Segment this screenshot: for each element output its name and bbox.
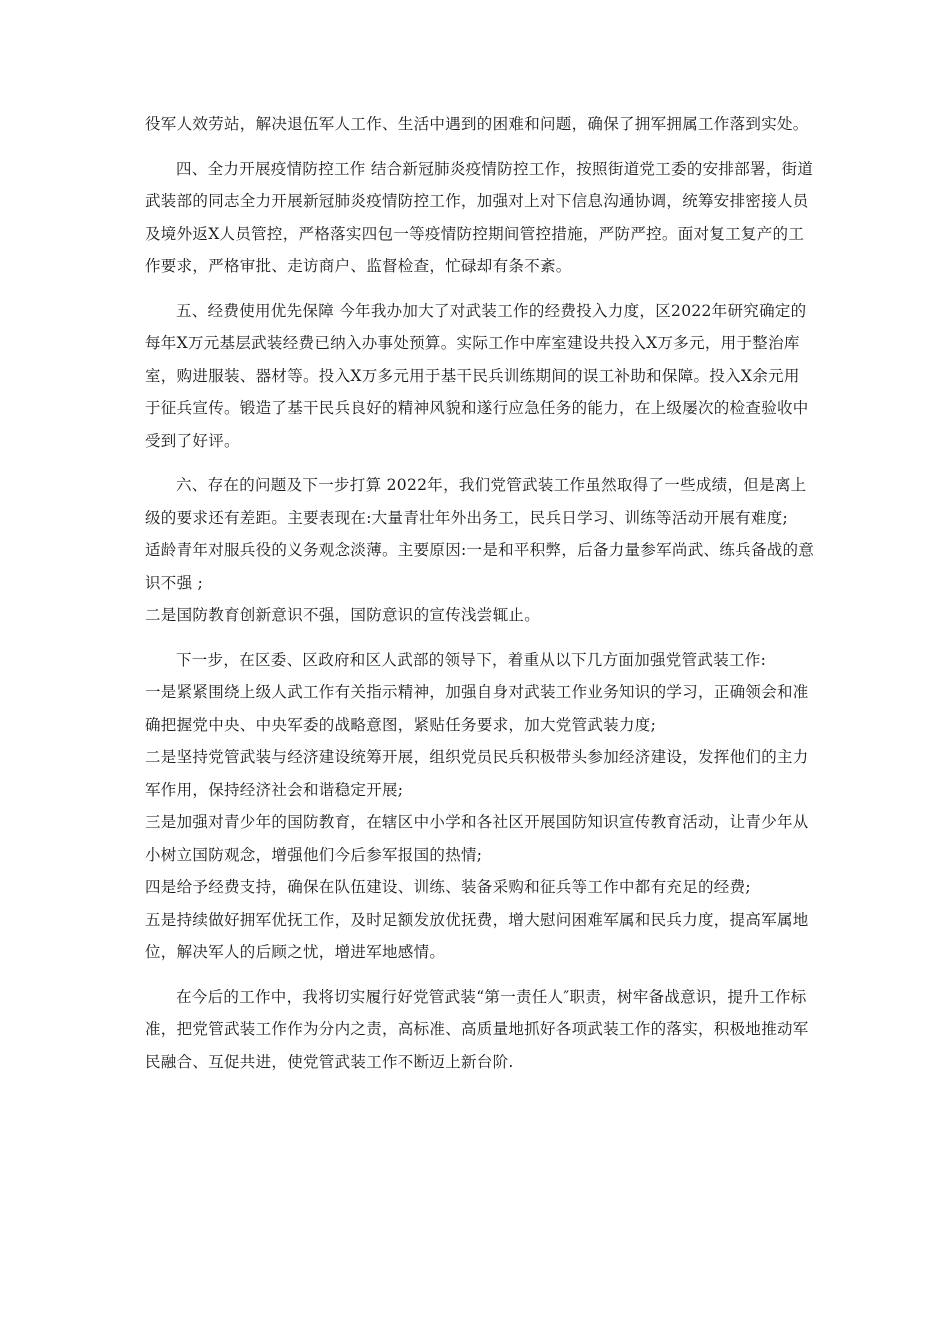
paragraph-funding: 五、经费使用优先保障 今年我办加大了对武装工作的经费投入力度，区2022年研究确定的每年X万元基层武装经费已纳入办事处预算。实际工作中库室建设共投入X万多元，用于整治库室，购进服装、器材等。投入X万多元用于基干民兵训练期间的误工补助和保障。投入X余元用于征兵宣传。锻造了基干民兵良好的精神风貌和遂行应急任务的能力，在上级屡次的检查验收中受到了好评。 — [145, 301, 809, 450]
next-steps-item: 五是持续做好拥军优抚工作，及时足额发放优抚费，增大慰问困难军属和民兵力度，提高军属地位，解决军人的后顾之忧，增进军地感情。 — [145, 910, 809, 961]
next-steps-intro: 下一步，在区委、区政府和区人武部的领导下，着重从以下几方面加强党管武装工作: — [176, 650, 767, 669]
next-steps-item: 二是坚持党管武装与经济建设统筹开展，组织党员民兵积极带头参加经济建设，发挥他们的主力军作用，保持经济社会和谐稳定开展; — [145, 748, 809, 799]
next-steps-item: 四是给予经费支持，确保在队伍建设、训练、装备采购和征兵等工作中都有充足的经费; — [145, 878, 751, 896]
paragraph-epidemic-control: 四、全力开展疫情防控工作 结合新冠肺炎疫情防控工作，按照街道党工委的安排部署，街道武装部的同志全力开展新冠肺炎疫情防控工作，加强对上对下信息沟通协调，统筹安排密接人员及境外返X人员管控，严格落实四包一等疫情防控期间管控措施，严防严控。面对复工复产的工作要求，严格审批、走访商户、监督检查，忙碌却有条不紊。 — [145, 159, 814, 275]
problems-line: 适龄青年对服兵役的义务观念淡薄。主要原因:一是和平积弊，后备力量参军尚武、练兵备战的意识不强 ; — [145, 541, 815, 592]
document-page — [145, 108, 815, 1090]
next-steps-item: 一是紧紧围绕上级人武工作有关指示精神，加强自身对武装工作业务知识的学习，正确领会和准确把握党中央、中央军委的战略意图，紧贴任务要求，加大党管武装力度; — [145, 683, 809, 734]
paragraph-conclusion: 在今后的工作中，我将切实履行好党管武装“第一责任人″职责，树牢备战意识，提升工作标准，把党管武装工作作为分内之责，高标准、高质量地抓好各项武装工作的落实，积极地推动军民融合、互促共进，使党管武装工作不断迈上新台阶. — [145, 987, 809, 1071]
paragraph-continued: 役军人效劳站，解决退伍军人工作、生活中遇到的困难和问题，确保了拥军拥属工作落到实处。 — [145, 115, 809, 133]
paragraph-problems — [145, 469, 815, 632]
problems-line: 六、存在的问题及下一步打算 2022年，我们党管武装工作虽然取得了一些成绩，但是离上级的要求还有差距。主要表现在:大量青壮年外出务工，民兵日学习、训练等活动开展有难度; — [145, 476, 807, 527]
paragraph-next-steps — [145, 644, 815, 969]
next-steps-item: 三是加强对青少年的国防教育，在辖区中小学和各社区开展国防知识宣传教育活动，让青少年从小树立国防观念，增强他们今后参军报国的热情; — [145, 813, 809, 864]
problems-line: 二是国防教育创新意识不强，国防意识的宣传浅尝辄止。 — [145, 606, 541, 624]
